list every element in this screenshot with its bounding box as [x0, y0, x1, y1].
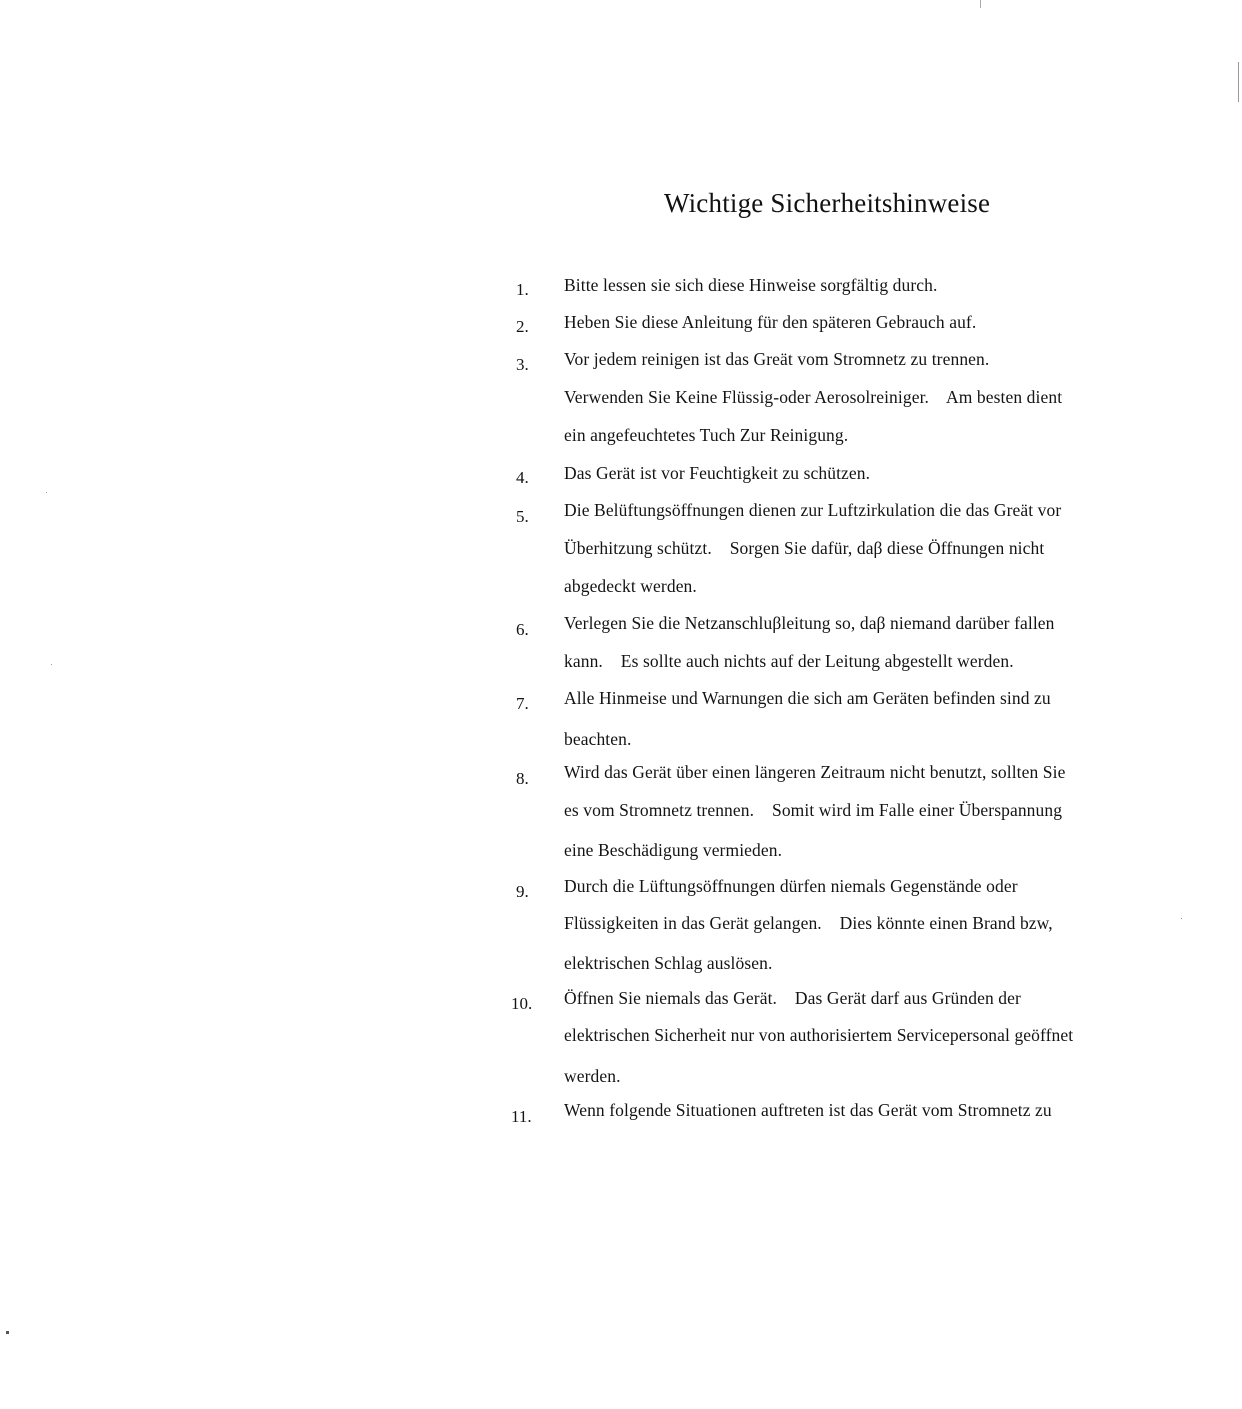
- page-title: Wichtige Sicherheitshinweise: [664, 188, 991, 218]
- item-text-line: Verwenden Sie Keine Flüssig-oder Aerosolreiniger. Am besten dient: [564, 387, 1063, 407]
- scan-mark: [1181, 918, 1182, 919]
- item-text-line: elektrischen Schlag auslösen.: [564, 953, 773, 973]
- item-number: 5.: [516, 507, 529, 526]
- item-number: 10.: [511, 994, 533, 1013]
- item-text-line: Wenn folgende Situationen auftreten ist das Gerät vom Stromnetz zu: [564, 1100, 1052, 1120]
- item-number: 7.: [516, 694, 529, 713]
- scan-mark: [46, 492, 47, 493]
- item-text-line: werden.: [564, 1066, 621, 1086]
- item-text-line: kann. Es sollte auch nichts auf der Leitung abgestellt werden.: [564, 651, 1014, 671]
- item-text-line: Alle Hinmeise und Warnungen die sich am Geräten befinden sind zu: [564, 688, 1051, 708]
- item-number: 11.: [511, 1107, 532, 1126]
- scan-mark: [1238, 62, 1239, 102]
- item-text-line: ein angefeuchtetes Tuch Zur Reinigung.: [564, 425, 849, 445]
- item-text-line: Wird das Gerät über einen längeren Zeitraum nicht benutzt, sollten Sie: [564, 762, 1066, 782]
- item-text-line: beachten.: [564, 729, 632, 749]
- item-text-line: es vom Stromnetz trennen. Somit wird im Falle einer Überspannung: [564, 800, 1063, 820]
- item-text-line: eine Beschädigung vermieden.: [564, 840, 783, 860]
- item-number: 4.: [516, 468, 529, 487]
- item-text-line: abgedeckt werden.: [564, 576, 697, 596]
- item-number: 1.: [516, 280, 529, 299]
- item-text-line: Bitte lessen sie sich diese Hinweise sorgfältig durch.: [564, 275, 938, 295]
- item-text-line: Durch die Lüftungsöffnungen dürfen niemals Gegenstände oder: [564, 876, 1018, 896]
- item-text-line: elektrischen Sicherheit nur von authorisiertem Servicepersonal geöffnet: [564, 1025, 1074, 1045]
- item-number: 9.: [516, 882, 529, 901]
- item-text-line: Heben Sie diese Anleitung für den späteren Gebrauch auf.: [564, 312, 977, 332]
- scan-mark: [51, 664, 52, 665]
- item-text-line: Öffnen Sie niemals das Gerät. Das Gerät darf aus Gründen der: [564, 988, 1021, 1008]
- item-text-line: Überhitzung schützt. Sorgen Sie dafür, daβ diese Öffnungen nicht: [564, 538, 1045, 558]
- item-text-line: Vor jedem reinigen ist das Greät vom Stromnetz zu trennen.: [564, 349, 990, 369]
- item-number: 2.: [516, 317, 529, 336]
- item-number: 6.: [516, 620, 529, 639]
- item-text-line: Die Belüftungsöffnungen dienen zur Luftzirkulation die das Greät vor: [564, 500, 1062, 520]
- scan-mark: [6, 1331, 9, 1334]
- item-number: 3.: [516, 355, 529, 374]
- scan-mark: [980, 0, 981, 8]
- item-text-line: Verlegen Sie die Netzanschluβleitung so, daβ niemand darüber fallen: [564, 613, 1055, 633]
- item-text-line: Das Gerät ist vor Feuchtigkeit zu schützen.: [564, 463, 871, 483]
- item-number: 8.: [516, 769, 529, 788]
- item-text-line: Flüssigkeiten in das Gerät gelangen. Dies könnte einen Brand bzw,: [564, 913, 1053, 933]
